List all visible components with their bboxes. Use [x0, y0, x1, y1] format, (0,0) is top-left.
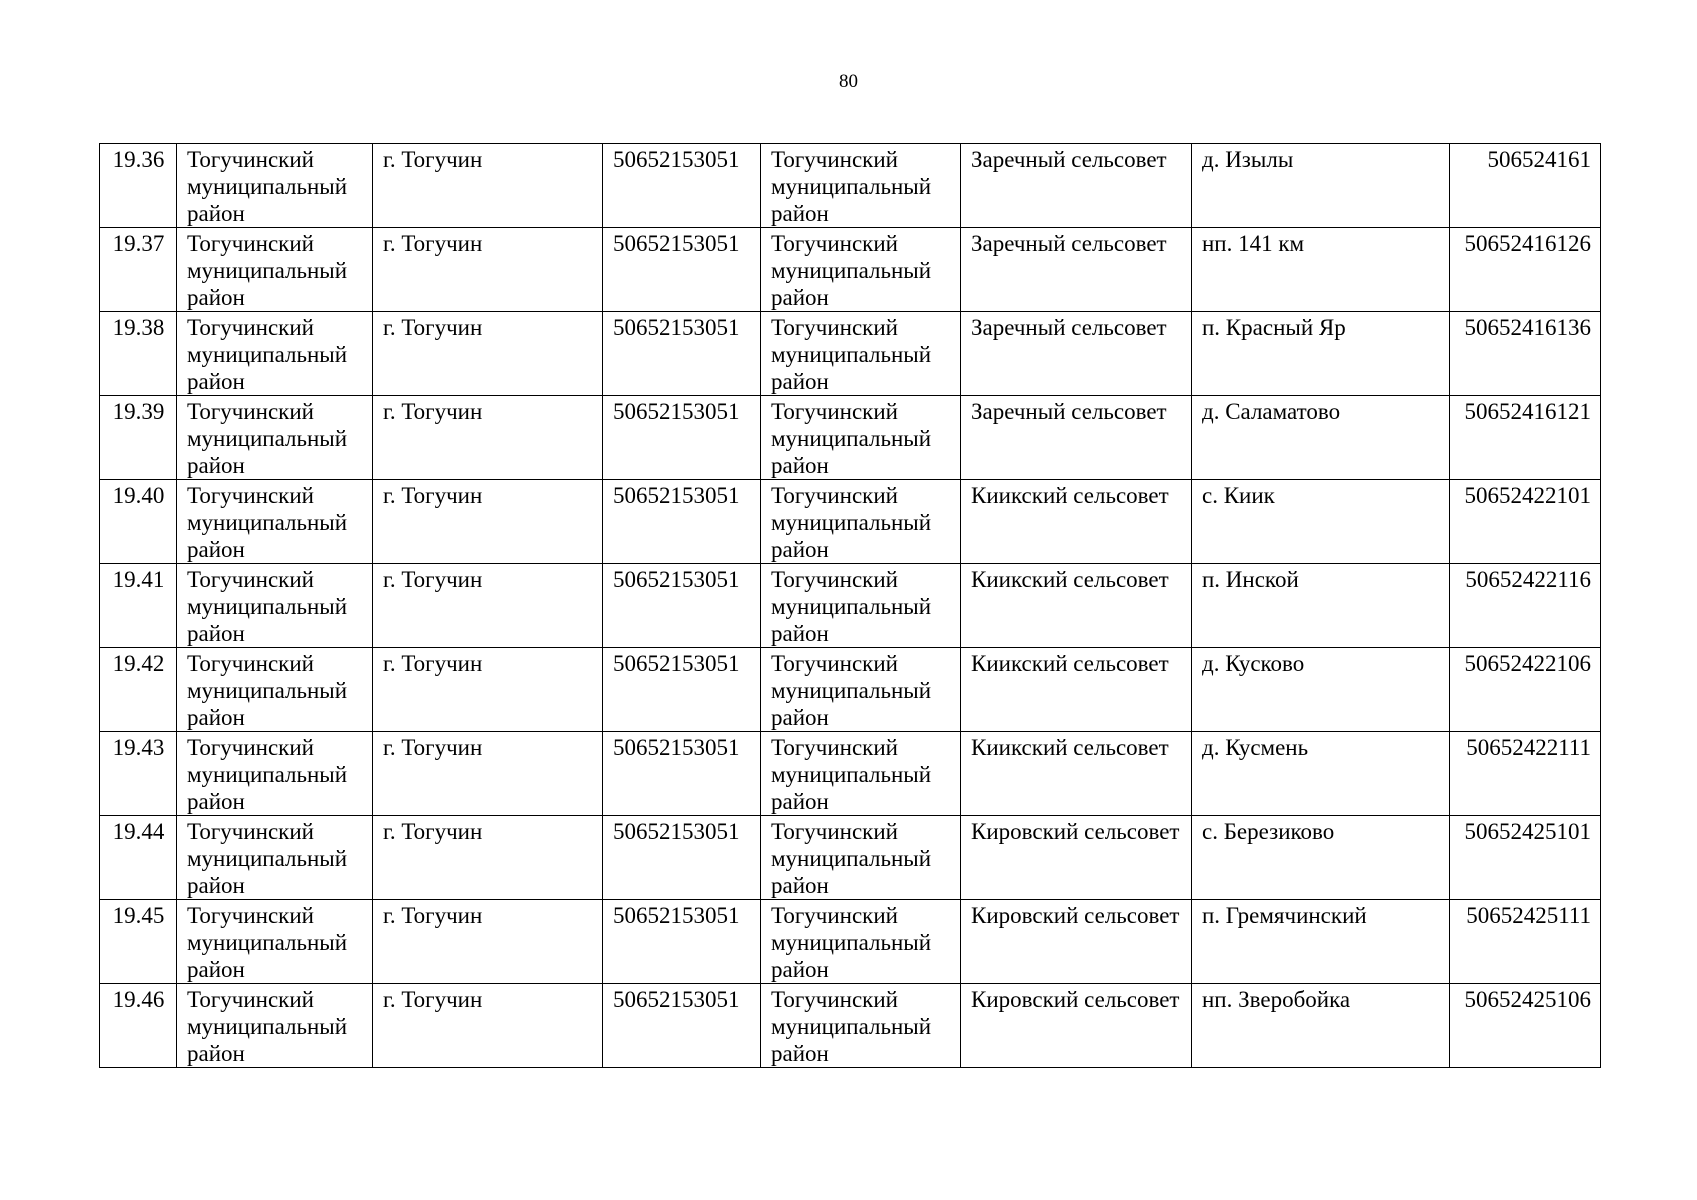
- oktmo-cell: 50652416136: [1450, 312, 1601, 396]
- center-code-cell: 50652153051: [603, 144, 761, 228]
- oktmo-cell: 50652425106: [1450, 984, 1601, 1068]
- table-body: [100, 144, 1601, 1068]
- center-cell: г. Тогучин: [373, 732, 603, 816]
- oktmo-cell: 50652422116: [1450, 564, 1601, 648]
- district-cell: Тогучинский муниципальный район: [177, 564, 373, 648]
- center-cell: г. Тогучин: [373, 816, 603, 900]
- table-row: [100, 396, 1601, 480]
- oktmo-cell: 50652416121: [1450, 396, 1601, 480]
- center-code-cell: 50652153051: [603, 480, 761, 564]
- center-code-cell: 50652153051: [603, 816, 761, 900]
- row-number-cell: 19.43: [100, 732, 177, 816]
- center-cell: г. Тогучин: [373, 312, 603, 396]
- settlement-cell: Киикский сельсовет: [961, 480, 1192, 564]
- municipal-district-cell: Тогучинский муниципальный район: [761, 396, 961, 480]
- municipal-district-cell: Тогучинский муниципальный район: [761, 312, 961, 396]
- oktmo-cell: 50652422101: [1450, 480, 1601, 564]
- settlement-cell: Заречный сельсовет: [961, 312, 1192, 396]
- settlement-cell: Заречный сельсовет: [961, 228, 1192, 312]
- row-number-cell: 19.46: [100, 984, 177, 1068]
- district-cell: Тогучинский муниципальный район: [177, 984, 373, 1068]
- row-number-cell: 19.37: [100, 228, 177, 312]
- locality-cell: п. Инской: [1192, 564, 1450, 648]
- center-code-cell: 50652153051: [603, 228, 761, 312]
- center-cell: г. Тогучин: [373, 564, 603, 648]
- locality-cell: д. Кусмень: [1192, 732, 1450, 816]
- table-row: [100, 648, 1601, 732]
- municipal-district-cell: Тогучинский муниципальный район: [761, 732, 961, 816]
- district-cell: Тогучинский муниципальный район: [177, 480, 373, 564]
- settlement-cell: Кировский сельсовет: [961, 984, 1192, 1068]
- row-number-cell: 19.45: [100, 900, 177, 984]
- district-cell: Тогучинский муниципальный район: [177, 144, 373, 228]
- settlement-cell: Киикский сельсовет: [961, 648, 1192, 732]
- row-number-cell: 19.38: [100, 312, 177, 396]
- table-row: [100, 480, 1601, 564]
- row-number-cell: 19.41: [100, 564, 177, 648]
- district-cell: Тогучинский муниципальный район: [177, 732, 373, 816]
- table-row: [100, 816, 1601, 900]
- settlement-cell: Заречный сельсовет: [961, 144, 1192, 228]
- district-cell: Тогучинский муниципальный район: [177, 396, 373, 480]
- district-cell: Тогучинский муниципальный район: [177, 648, 373, 732]
- page-number: 80: [839, 71, 858, 92]
- municipal-district-cell: Тогучинский муниципальный район: [761, 816, 961, 900]
- table-row: [100, 732, 1601, 816]
- center-cell: г. Тогучин: [373, 396, 603, 480]
- center-cell: г. Тогучин: [373, 228, 603, 312]
- locality-cell: п. Гремячинский: [1192, 900, 1450, 984]
- municipal-district-cell: Тогучинский муниципальный район: [761, 144, 961, 228]
- municipal-district-cell: Тогучинский муниципальный район: [761, 900, 961, 984]
- municipal-district-cell: Тогучинский муниципальный район: [761, 228, 961, 312]
- row-number-cell: 19.36: [100, 144, 177, 228]
- municipal-district-cell: Тогучинский муниципальный район: [761, 564, 961, 648]
- center-code-cell: 50652153051: [603, 984, 761, 1068]
- center-code-cell: 50652153051: [603, 564, 761, 648]
- locality-cell: нп. Зверобойка: [1192, 984, 1450, 1068]
- center-cell: г. Тогучин: [373, 648, 603, 732]
- settlement-cell: Кировский сельсовет: [961, 900, 1192, 984]
- center-code-cell: 50652153051: [603, 312, 761, 396]
- oktmo-cell: 50652422111: [1450, 732, 1601, 816]
- row-number-cell: 19.40: [100, 480, 177, 564]
- settlements-table: [99, 143, 1601, 1068]
- oktmo-cell: 50652425111: [1450, 900, 1601, 984]
- oktmo-cell: 506524161: [1450, 144, 1601, 228]
- locality-cell: с. Киик: [1192, 480, 1450, 564]
- locality-cell: д. Саламатово: [1192, 396, 1450, 480]
- table-row: [100, 564, 1601, 648]
- settlement-cell: Киикский сельсовет: [961, 564, 1192, 648]
- settlement-cell: Киикский сельсовет: [961, 732, 1192, 816]
- table-row: [100, 228, 1601, 312]
- district-cell: Тогучинский муниципальный район: [177, 312, 373, 396]
- row-number-cell: 19.39: [100, 396, 177, 480]
- center-code-cell: 50652153051: [603, 648, 761, 732]
- center-cell: г. Тогучин: [373, 984, 603, 1068]
- locality-cell: д. Изылы: [1192, 144, 1450, 228]
- oktmo-cell: 50652422106: [1450, 648, 1601, 732]
- table-row: [100, 312, 1601, 396]
- settlement-cell: Кировский сельсовет: [961, 816, 1192, 900]
- center-cell: г. Тогучин: [373, 480, 603, 564]
- district-cell: Тогучинский муниципальный район: [177, 816, 373, 900]
- locality-cell: нп. 141 км: [1192, 228, 1450, 312]
- center-cell: г. Тогучин: [373, 144, 603, 228]
- center-code-cell: 50652153051: [603, 900, 761, 984]
- municipal-district-cell: Тогучинский муниципальный район: [761, 480, 961, 564]
- settlement-cell: Заречный сельсовет: [961, 396, 1192, 480]
- table-row: [100, 984, 1601, 1068]
- center-cell: г. Тогучин: [373, 900, 603, 984]
- locality-cell: д. Кусково: [1192, 648, 1450, 732]
- municipal-district-cell: Тогучинский муниципальный район: [761, 648, 961, 732]
- row-number-cell: 19.42: [100, 648, 177, 732]
- locality-cell: п. Красный Яр: [1192, 312, 1450, 396]
- center-code-cell: 50652153051: [603, 732, 761, 816]
- row-number-cell: 19.44: [100, 816, 177, 900]
- oktmo-cell: 50652425101: [1450, 816, 1601, 900]
- table-row: [100, 900, 1601, 984]
- district-cell: Тогучинский муниципальный район: [177, 228, 373, 312]
- oktmo-cell: 50652416126: [1450, 228, 1601, 312]
- municipal-district-cell: Тогучинский муниципальный район: [761, 984, 961, 1068]
- district-cell: Тогучинский муниципальный район: [177, 900, 373, 984]
- locality-cell: с. Березиково: [1192, 816, 1450, 900]
- table-row: [100, 144, 1601, 228]
- center-code-cell: 50652153051: [603, 396, 761, 480]
